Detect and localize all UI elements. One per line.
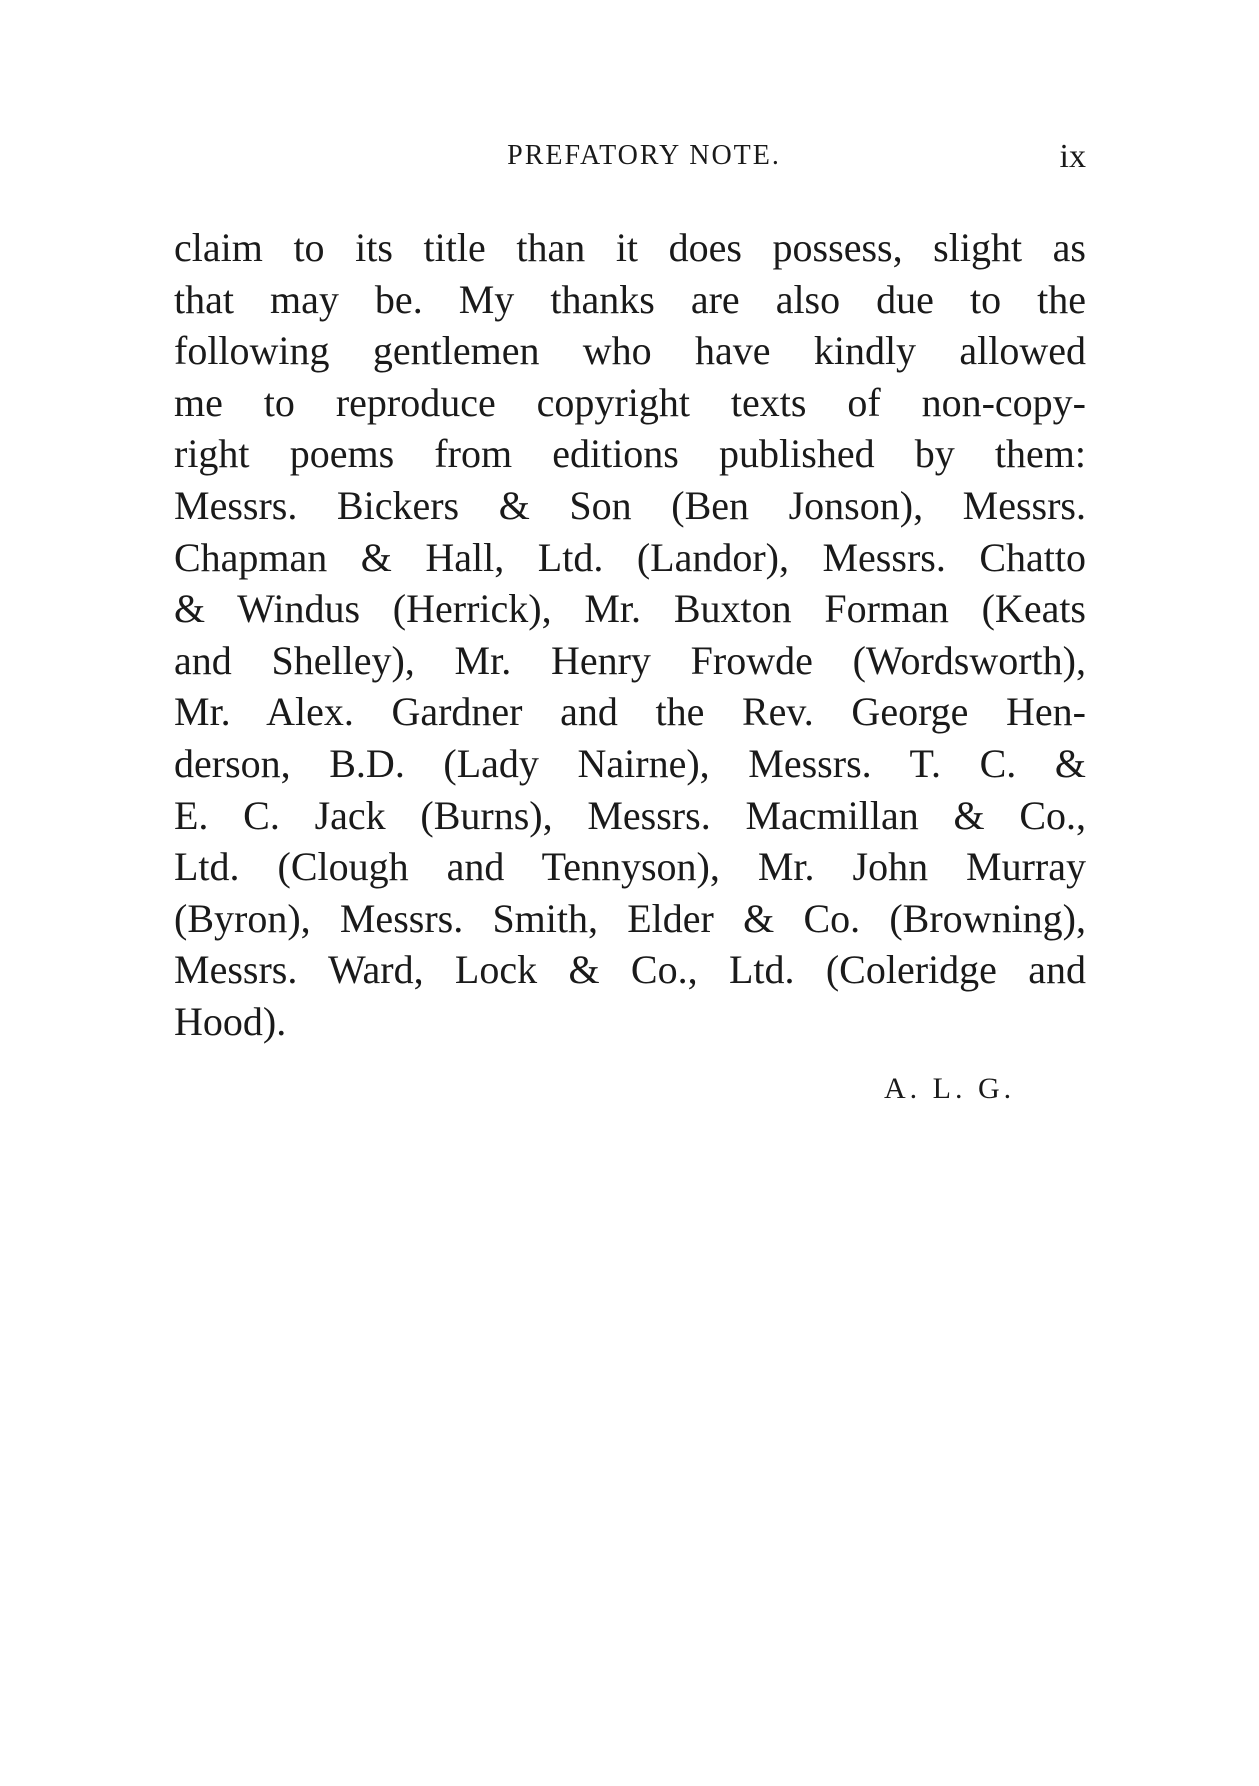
- text-line: following gentlemen who have kindly allowed: [174, 328, 1086, 374]
- text-line: Messrs. Ward, Lock & Co., Ltd. (Coleridge and: [174, 947, 1086, 993]
- text-line: (Byron), Messrs. Smith, Elder & Co. (Browning),: [174, 895, 1086, 941]
- text-line-last: Hood).: [174, 998, 287, 1044]
- text-line: right poems from editions published by them:: [174, 431, 1086, 477]
- prefatory-note-text: [174, 222, 1086, 1048]
- text-line: claim to its title than it does possess, slight as: [174, 225, 1086, 270]
- text-line: Mr. Alex. Gardner and the Rev. George Hen-: [174, 689, 1086, 735]
- text-line: & Windus (Herrick), Mr. Buxton Forman (Keats: [174, 586, 1086, 632]
- text-line: derson, B.D. (Lady Nairne), Messrs. T. C. &: [174, 740, 1086, 786]
- text-line: E. C. Jack (Burns), Messrs. Macmillan & Co.,: [174, 792, 1086, 838]
- text-line: Ltd. (Clough and Tennyson), Mr. John Murray: [174, 844, 1086, 890]
- text-line: me to reproduce copyright texts of non-copy-: [174, 379, 1086, 425]
- text-line: and Shelley), Mr. Henry Frowde (Wordsworth),: [174, 637, 1086, 683]
- text-line: Messrs. Bickers & Son (Ben Jonson), Messrs.: [174, 482, 1086, 528]
- running-title: PREFATORY NOTE.: [507, 140, 781, 171]
- page-number: ix: [1059, 138, 1086, 175]
- text-line: that may be. My thanks are also due to the: [174, 276, 1086, 322]
- author-initials: A. L. G.: [884, 1072, 1016, 1105]
- running-head: [174, 140, 1086, 180]
- text-line: Chapman & Hall, Ltd. (Landor), Messrs. Chatto: [174, 534, 1086, 580]
